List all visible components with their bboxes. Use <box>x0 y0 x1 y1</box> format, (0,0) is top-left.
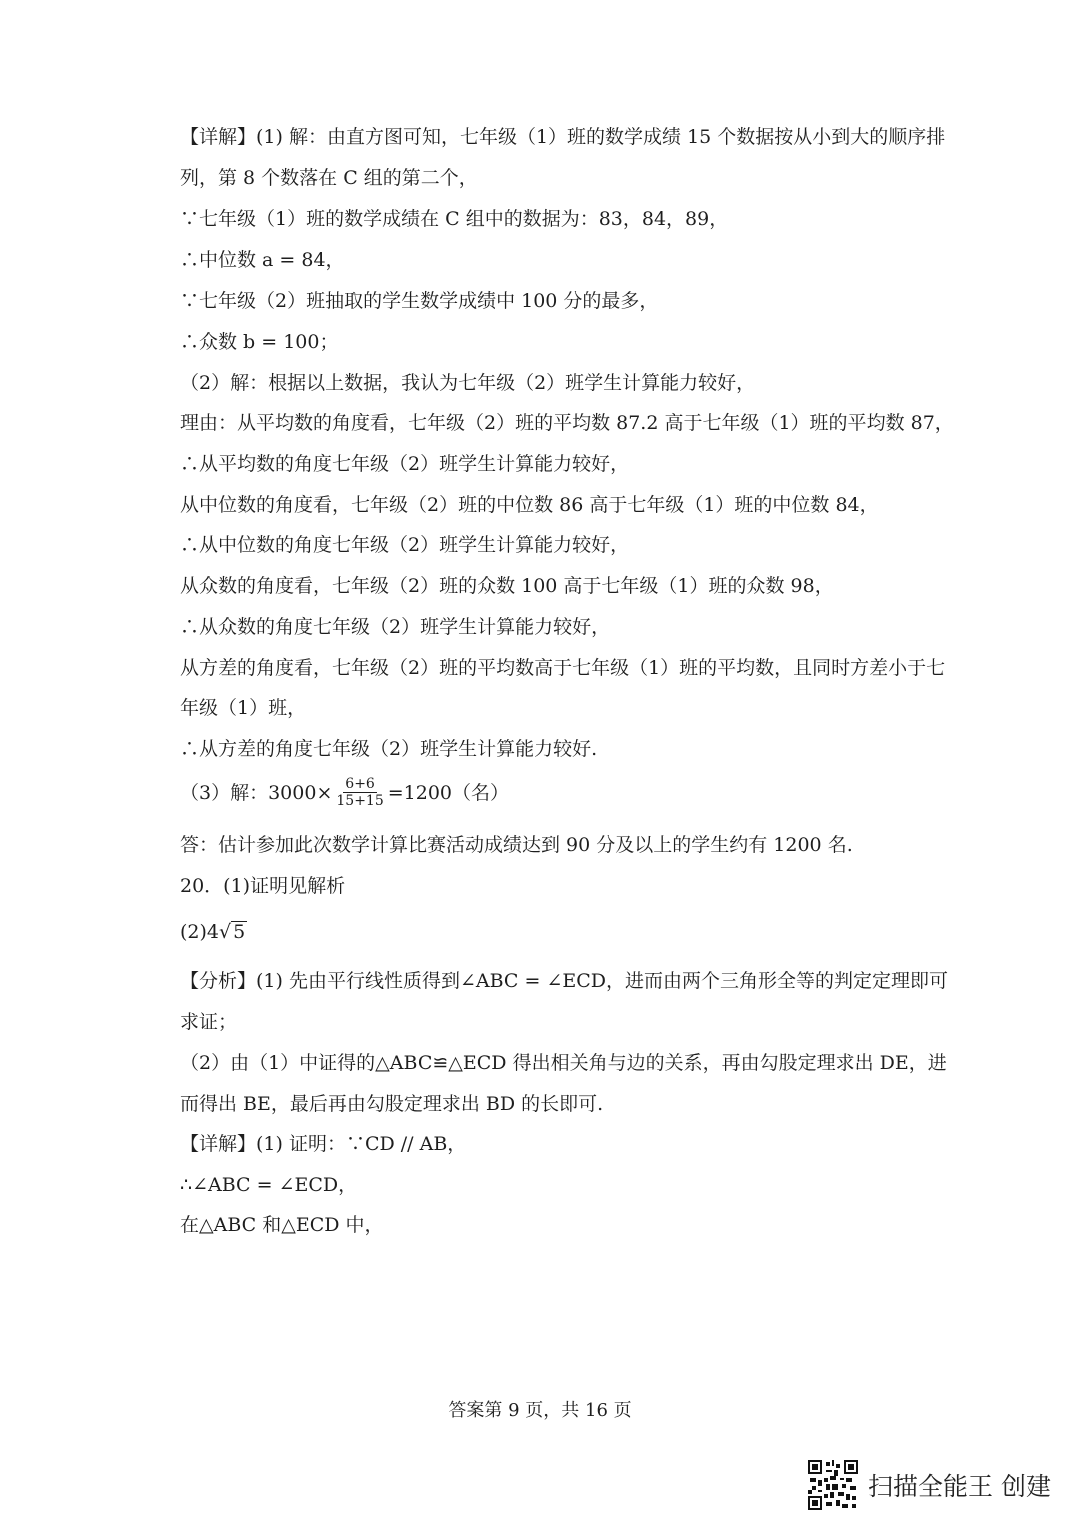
text-line: 从方差的角度看，七年级（2）班的平均数高于七年级（1）班的平均数，且同时方差小于七 <box>180 657 946 679</box>
text-line: ∴从中位数的角度七年级（2）班学生计算能力较好， <box>180 534 630 556</box>
text-line: 【详解】(1) 解：由直方图可知，七年级（1）班的数学成绩 15 个数据按从小到大的顺序排 <box>180 126 946 148</box>
answer-line: 答：估计参加此次数学计算比赛活动成绩达到 90 分及以上的学生约有 1200 名. <box>180 834 853 856</box>
sqrt-expression <box>219 919 247 945</box>
text-line: 【详解】(1) 证明：∵CD // AB， <box>180 1133 467 1155</box>
text-line: ∴中位数 a = 84， <box>180 249 345 271</box>
radicand: 5 <box>233 921 246 943</box>
scanner-watermark <box>808 1460 1051 1510</box>
text-line: ∴∠ABC = ∠ECD， <box>180 1174 358 1196</box>
fraction-numerator: 6+6 <box>345 776 375 792</box>
text-line: 从众数的角度看，七年级（2）班的众数 100 高于七年级（1）班的众数 98， <box>180 575 834 597</box>
text-line: 求证； <box>180 1011 238 1033</box>
text-line: ∴从众数的角度七年级（2）班学生计算能力较好， <box>180 616 611 638</box>
fraction-denominator: 15+15 <box>336 793 384 809</box>
text-line: 【分析】(1) 先由平行线性质得到∠ABC = ∠ECD，进而由两个三角形全等的判定定理即可 <box>180 970 949 992</box>
text-line: ∵七年级（2）班抽取的学生数学成绩中 100 分的最多， <box>180 290 659 312</box>
text-line: 列，第 8 个数落在 C 组的第二个， <box>180 167 478 189</box>
text-line: ∴从平均数的角度七年级（2）班学生计算能力较好， <box>180 453 630 475</box>
calc-result: =1200（名） <box>387 781 510 804</box>
text-line: 而得出 BE，最后再由勾股定理求出 BD 的长即可. <box>180 1093 604 1115</box>
radical-sign: √ <box>219 921 232 943</box>
fraction <box>334 776 385 809</box>
text-line: 从中位数的角度看，七年级（2）班的中位数 86 高于七年级（1）班的中位数 84， <box>180 494 879 516</box>
calc-coefficient: 3000× <box>268 781 333 804</box>
calc-prefix: （3）解： <box>180 781 269 804</box>
text-line: 年级（1）班， <box>180 697 307 719</box>
question-heading: 20．(1)证明见解析 <box>180 875 346 897</box>
text-line: （2）解：根据以上数据，我认为七年级（2）班学生计算能力较好， <box>180 372 756 394</box>
text-line: ∴众数 b = 100； <box>180 331 339 353</box>
calculation-line <box>180 776 910 809</box>
text-line: （2）由（1）中证得的△ABC≌△ECD 得出相关角与边的关系，再由勾股定理求出 DE，进 <box>180 1052 947 1074</box>
answer-sqrt-line <box>180 919 910 945</box>
text-line: ∴从方差的角度七年级（2）班学生计算能力较好. <box>180 738 598 760</box>
text-line: ∵七年级（1）班的数学成绩在 C 组中的数据为：83，84，89， <box>180 208 729 230</box>
text-line: 在△ABC 和△ECD 中， <box>180 1214 384 1236</box>
qr-code-icon <box>808 1460 858 1510</box>
scanner-label: 扫描全能王 创建 <box>868 1472 1051 1501</box>
sqrt-prefix: (2)4 <box>180 921 220 943</box>
page-footer: 答案第 9 页，共 16 页 <box>448 1400 632 1421</box>
text-line: 理由：从平均数的角度看，七年级（2）班的平均数 87.2 高于七年级（1）班的平均数 87， <box>180 412 954 434</box>
